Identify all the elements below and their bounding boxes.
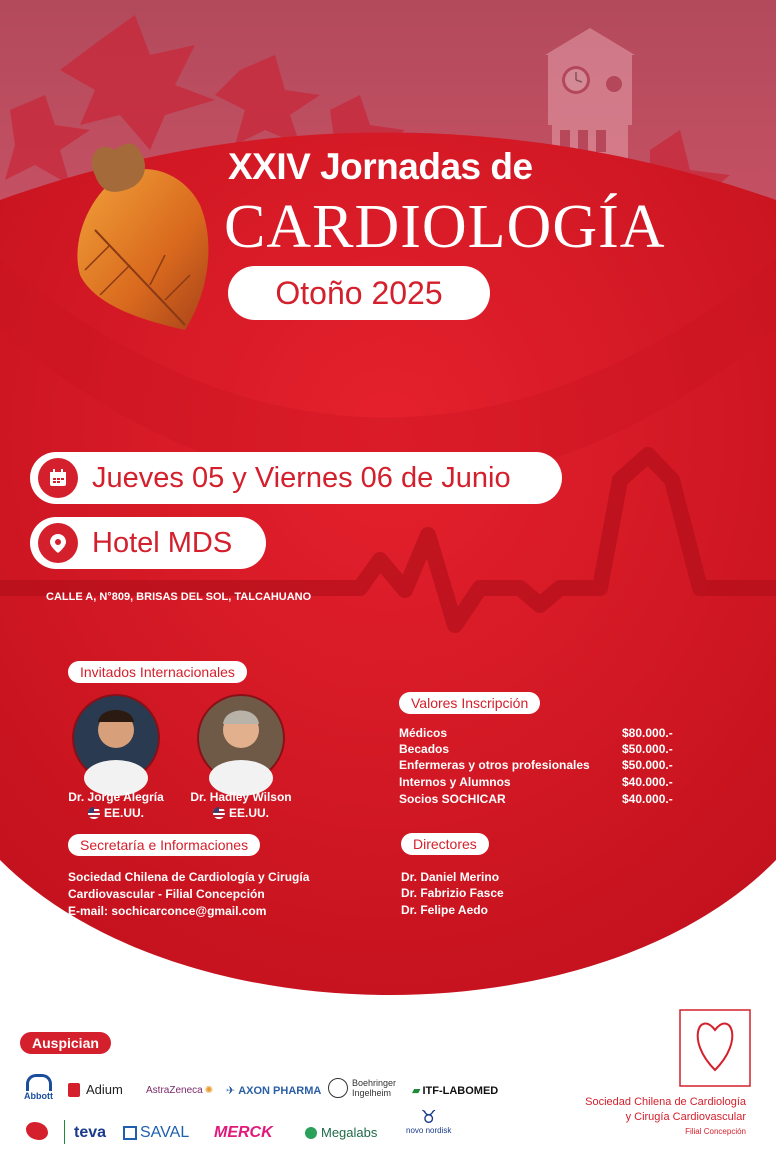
secretariat-email[interactable]: E-mail: sochicarconce@gmail.com (68, 904, 267, 918)
sponsor-logo: ♉ novo nordisk (406, 1107, 452, 1135)
fees-heading: Valores Inscripción (399, 692, 540, 714)
saval-logo-icon (123, 1126, 137, 1140)
event-venue: Hotel MDS (92, 526, 233, 559)
sponsor-logo (26, 1122, 48, 1140)
society-name-line1: Sociedad Chilena de Cardiología (585, 1096, 746, 1108)
fee-label: Socios SOCHICAR (399, 792, 506, 806)
venue-pill (30, 517, 266, 569)
fee-label: Enfermeras y otros profesionales (399, 758, 590, 772)
guest-name: Dr. Jorge Alegría (68, 790, 164, 804)
apis-bull-logo-icon: ♉ (420, 1107, 437, 1127)
event-dates: Jueves 05 y Viernes 06 de Junio (92, 461, 511, 494)
director-name: Dr. Fabrizio Fasce (401, 886, 504, 900)
guest-photo-jorge-alegria (72, 694, 160, 796)
sponsor-logo: AstraZeneca ✺ (146, 1085, 214, 1096)
sponsor-logo: ✈ AXON PHARMA (226, 1084, 322, 1097)
guest-country: EE.UU. (103, 806, 144, 820)
fee-label: Becados (399, 742, 450, 756)
sponsor-logo: Adium (68, 1082, 123, 1097)
directors-heading: Directores (401, 833, 489, 855)
sponsor-logo: Megalabs (305, 1125, 377, 1140)
event-title-line2: CARDIOLOGÍA (224, 193, 666, 261)
society-name-line2: y Cirugía Cardiovascular (625, 1111, 746, 1123)
guest-country: EE.UU. (228, 806, 269, 820)
sponsors-heading: Auspician (20, 1032, 111, 1054)
secretariat-line2: Cardiovascular - Filial Concepción (68, 887, 265, 901)
abbott-logo-icon (26, 1074, 52, 1091)
fee-value: $50.000.- (622, 758, 673, 772)
boehringer-logo-icon (328, 1078, 348, 1098)
sponsor-logo: Abbott (24, 1074, 53, 1101)
fee-value: $80.000.- (622, 726, 673, 740)
event-address: CALLE A, N°809, BRISAS DEL SOL, TALCAHUANO (46, 591, 312, 603)
fee-value: $50.000.- (622, 742, 673, 756)
us-flag-icon (88, 807, 100, 819)
event-title-line1: XXIV Jornadas de (228, 146, 533, 187)
itf-logo-icon: ▰ (412, 1085, 421, 1097)
dates-pill (30, 452, 562, 504)
season-pill: Otoño 2025 (228, 266, 490, 320)
guest-photo-hadley-wilson (197, 694, 285, 796)
director-name: Dr. Daniel Merino (401, 870, 500, 884)
society-logo-mark (680, 1010, 750, 1086)
sponsor-logo: ▰ ITF-LABOMED (412, 1084, 499, 1097)
sponsor-logo: SAVAL (123, 1124, 189, 1142)
director-name: Dr. Felipe Aedo (401, 903, 488, 917)
adium-logo-icon (68, 1083, 80, 1097)
axon-logo-icon: ✈ (226, 1085, 236, 1097)
fee-value: $40.000.- (622, 775, 673, 789)
sponsor-divider (64, 1120, 65, 1144)
fee-label: Internos y Alumnos (399, 775, 511, 789)
secretariat-line1: Sociedad Chilena de Cardiología y Cirugía (68, 870, 310, 884)
calendar-icon (38, 458, 78, 498)
sponsor-logo: teva (74, 1124, 107, 1141)
guest-card (181, 790, 301, 820)
guest-card (56, 790, 176, 820)
guest-name: Dr. Hadley Wilson (190, 790, 292, 804)
secretariat-heading: Secretaría e Informaciones (68, 834, 260, 856)
sponsor-logo: MERCK (214, 1124, 273, 1141)
astrazeneca-logo-icon: ✺ (204, 1085, 214, 1096)
us-flag-icon (213, 807, 225, 819)
sponsor-logo: Boehringer Ingelheim (328, 1078, 404, 1098)
guests-heading: Invitados Internacionales (68, 661, 247, 683)
fee-value: $40.000.- (622, 792, 673, 806)
megalabs-logo-icon (305, 1127, 317, 1139)
red-mascot-logo-icon (26, 1122, 48, 1140)
society-name-line3: Filial Concepción (685, 1127, 746, 1136)
fee-label: Médicos (399, 726, 448, 740)
location-pin-icon (38, 523, 78, 563)
